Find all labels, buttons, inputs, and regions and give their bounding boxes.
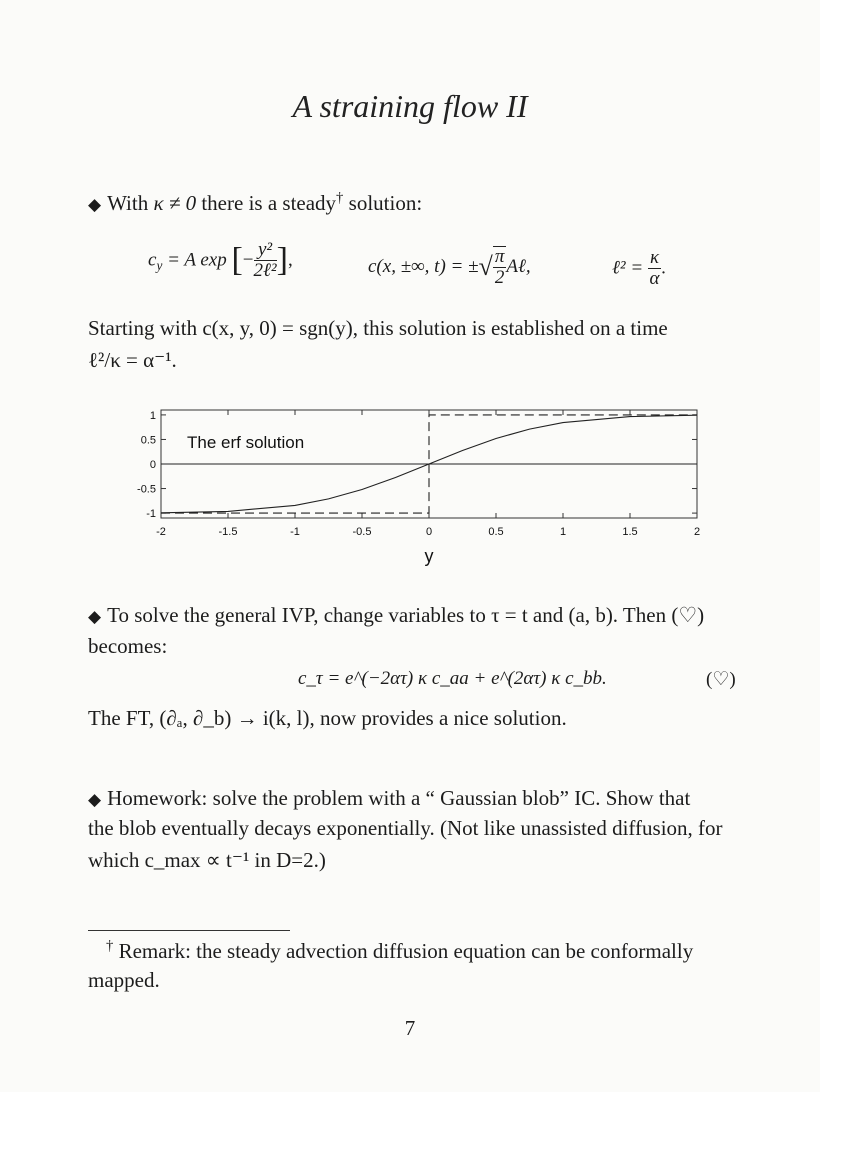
chart-annotation: The erf solution [187, 433, 305, 452]
equation-boundary [368, 246, 531, 288]
eq1-mid: = A exp [162, 249, 232, 271]
eq3-period: . [661, 257, 666, 279]
x-tick-label: 2 [693, 526, 701, 538]
footnote-dagger: † [106, 938, 114, 954]
minus-sign: − [242, 249, 254, 271]
section1-lead [88, 190, 422, 216]
eq1-fraction [254, 240, 277, 281]
footnote-rule [88, 930, 290, 931]
diamond-bullet-icon: ◆ [88, 607, 102, 626]
section2-line2: becomes: [88, 634, 168, 658]
eq2-tail: Aℓ, [506, 255, 531, 277]
eq1-lhs-sub: y [156, 258, 163, 274]
eq2-fraction [493, 246, 507, 288]
eq3-fraction [648, 248, 661, 289]
y-tick-label: -0.5 [137, 483, 156, 496]
lead-math: κ ≠ 0 [153, 191, 197, 215]
x-tick-label: 1 [559, 526, 567, 538]
x-tick-label: 0.5 [488, 526, 504, 538]
section2-equation: c_τ = e^(−2ατ) κ c_aa + e^(2ατ) κ c_bb. [298, 668, 607, 689]
section3-line2: the blob eventually decays exponentially. (Not like unassisted diffusion, for [88, 816, 723, 840]
x-ticks [156, 410, 700, 538]
y-tick-label: 1 [149, 409, 156, 422]
y-tick-label: 0 [149, 459, 156, 471]
x-axis-label: y [424, 546, 434, 566]
lead-dagger: † [336, 190, 344, 206]
section1-para-line1: Starting with c(x, y, 0) = sgn(y), this solution is established on a time [88, 316, 668, 340]
lead-text-c: solution: [343, 191, 423, 215]
left-bracket: [ [231, 241, 243, 279]
section3-text1: Homework: solve the problem with a “ Gaussian blob” IC. Show that [107, 786, 691, 810]
diamond-bullet-icon: ◆ [88, 195, 102, 214]
x-tick-label: -1.5 [218, 526, 238, 538]
eq1-lhs: c [148, 249, 157, 271]
erf-chart [125, 395, 725, 575]
footnote-line2: mapped. [88, 968, 160, 992]
section2-equation-tag: (♡) [706, 669, 736, 690]
eq2-frac-num: π [494, 246, 505, 267]
eq1-comma: , [287, 249, 293, 271]
series-lines [161, 415, 697, 513]
lead-text-b: there is a steady [196, 191, 337, 215]
x-tick-label: -0.5 [352, 526, 372, 538]
x-tick-label: -1 [290, 526, 300, 538]
x-tick-label: -2 [156, 526, 166, 538]
section3-line3: which c_max ∝ t⁻¹ in D=2.) [88, 848, 326, 872]
section3-line1 [88, 786, 690, 811]
y-tick-label: 0.5 [140, 434, 156, 447]
eq3-frac-den: α [649, 267, 660, 289]
y-ticks [137, 410, 697, 520]
eq1-frac-den: 2ℓ² [253, 259, 277, 281]
eq3-lhs: ℓ² = [612, 257, 648, 279]
section1-para-line2: ℓ²/κ = α⁻¹. [88, 348, 177, 372]
lead-text-a: With [107, 191, 154, 215]
diamond-bullet-icon: ◆ [88, 790, 102, 809]
sqrt-sign: √ [478, 251, 493, 281]
right-bracket: ] [276, 241, 288, 279]
section2-text1: To solve the general IVP, change variables to τ = t and (a, b). Then (♡) [107, 603, 705, 627]
equation-cy [148, 240, 293, 281]
y-tick-label: -1 [146, 508, 156, 521]
equation-ell [612, 248, 666, 289]
x-tick-label: 0 [425, 526, 433, 538]
eq2-frac-den: 2 [494, 266, 505, 288]
section2-line3: The FT, (∂ₐ, ∂_b) → i(k, l), now provides a nice solution. [88, 706, 567, 730]
x-tick-label: 1.5 [622, 526, 638, 538]
eq2-lhs: c(x, ±∞, t) = ± [368, 255, 479, 277]
section2-line1 [88, 603, 704, 628]
eq1-frac-num: y² [254, 240, 277, 261]
eq3-frac-num: κ [649, 247, 660, 268]
footnote-line1 [106, 938, 693, 964]
page-title: A straining flow II [292, 88, 528, 124]
footnote-text1: Remark: the steady advection diffusion equation can be conformally [113, 939, 694, 963]
page-number: 7 [404, 1016, 416, 1040]
